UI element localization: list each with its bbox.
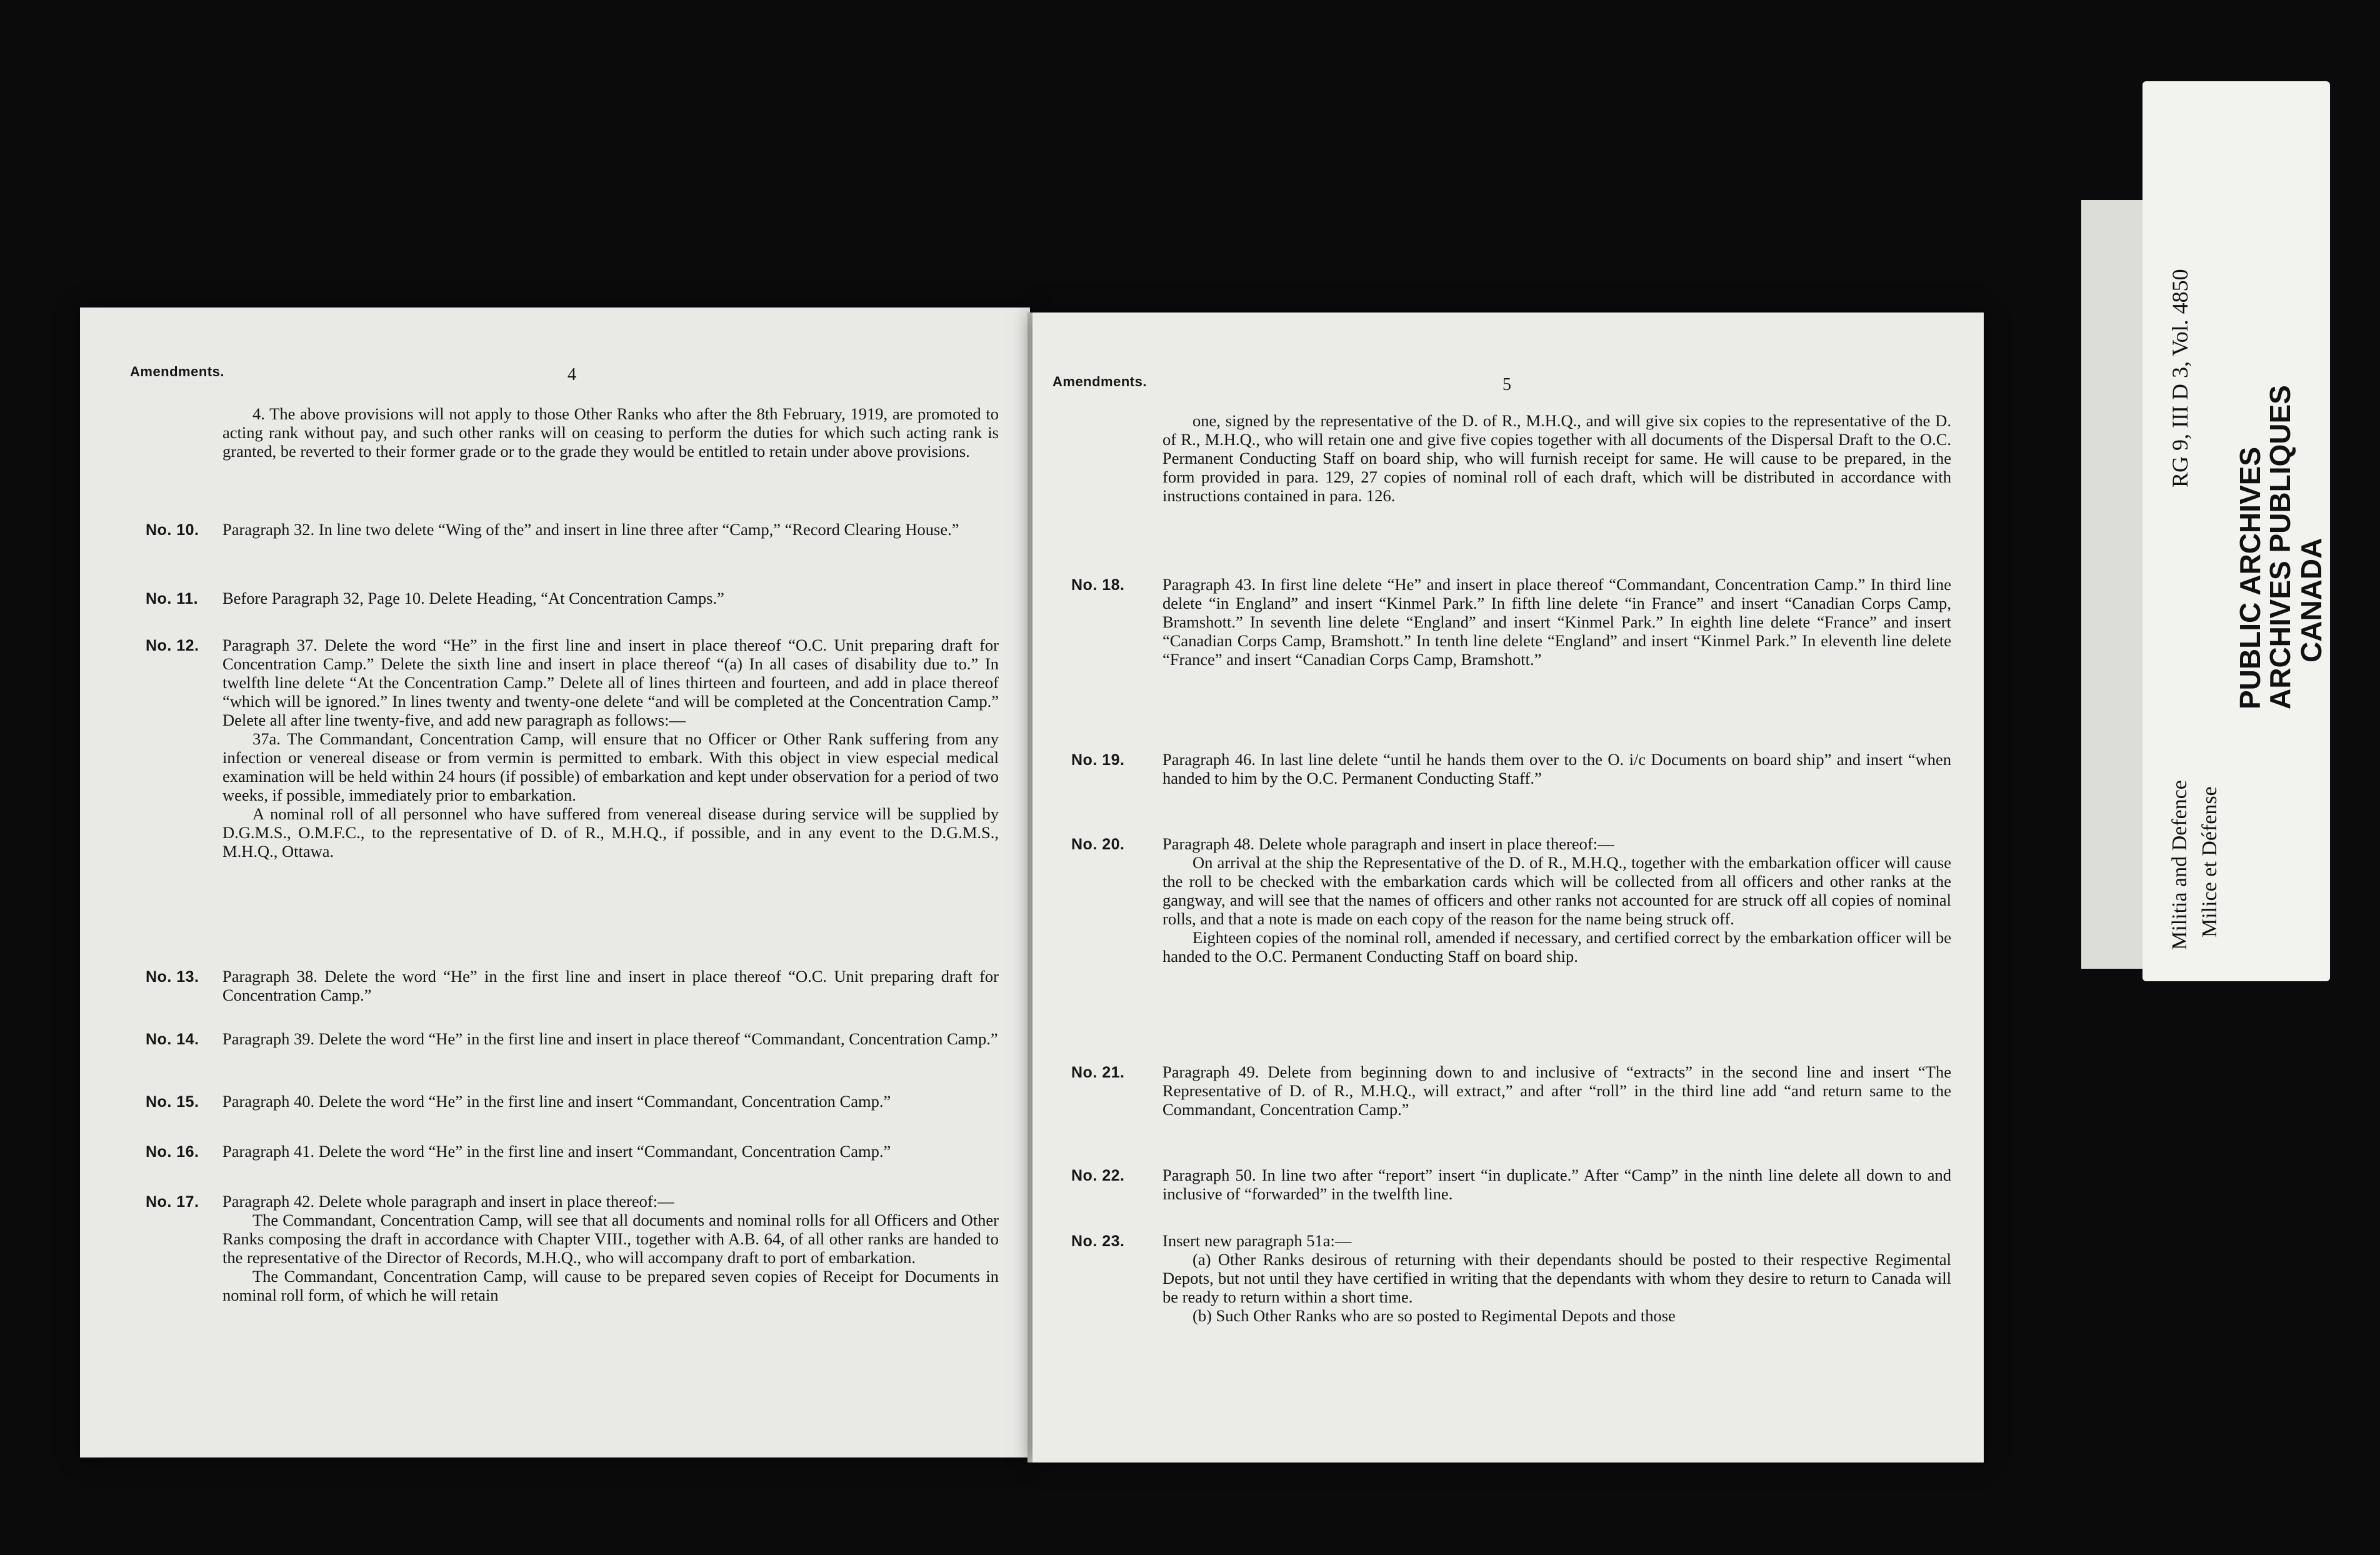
amendment-paragraph: Paragraph 43. In first line delete “He” and insert in place thereof “Commandant, Concentration Camp.” In third line delete “in England” and insert “Kinmel Park.” In fifth line delete “in France” and insert “Canadian Corps Camp, Bramshott.” In seventh line delete “England” and insert “Kinmel Park.” In eighth line delete “France” and insert “Canadian Corps Camp, Bramshott.” In tenth line delete “England” and insert “Kinmel Park.” In eleventh line delete “France” and insert “Canadian Corps Camp, Bramshott.” xyxy=(1162,575,1951,669)
amendment-number: No. 22. xyxy=(1071,1167,1125,1184)
right-running-head: Amendments. xyxy=(1052,374,1147,389)
amendment-number: No. 23. xyxy=(1071,1232,1125,1250)
amendment-number: No. 18. xyxy=(1071,576,1125,594)
amendment-text xyxy=(1162,1062,1951,1119)
amendment-paragraph: The Commandant, Concentration Camp, will cause to be prepared seven copies of Receipt for Documents in nominal roll form, of which he will retain xyxy=(222,1267,999,1304)
amendment-number: No. 16. xyxy=(146,1143,199,1161)
amendment-number: No. 13. xyxy=(146,968,199,986)
amendment-paragraph: Eighteen copies of the nominal roll, amended if necessary, and certified correct by the embarkation officer will be handed to the O.C. Permanent Conducting Staff on board ship. xyxy=(1162,928,1951,966)
amendment-paragraph: Paragraph 49. Delete from beginning down to and inclusive of “extracts” in the second line and insert “The Representative of D. of R., M.H.Q., will extract,” and after “roll” in the third line add “and return same to the Commandant, Concentration Camp.” xyxy=(1162,1062,1951,1119)
archive-label-card xyxy=(2142,81,2330,981)
archive-country: CANADA xyxy=(2295,538,2328,662)
amendment-paragraph: Before Paragraph 32, Page 10. Delete Heading, “At Concentration Camps.” xyxy=(222,589,724,608)
left-running-head: Amendments. xyxy=(130,364,224,379)
amendment-paragraph: (b) Such Other Ranks who are so posted to Regimental Depots and those xyxy=(1192,1306,1676,1325)
amendment-number: No. 17. xyxy=(146,1193,199,1211)
label-backing-strip xyxy=(2081,200,2150,969)
amendment-paragraph: Paragraph 41. Delete the word “He” in the first line and insert “Commandant, Concentration Camp.” xyxy=(222,1142,891,1161)
amendment-text xyxy=(222,520,999,539)
left-page xyxy=(80,308,1030,1458)
amendment-text xyxy=(222,967,999,1004)
amendment-paragraph: Paragraph 40. Delete the word “He” in the first line and insert “Commandant, Concentration Camp.” xyxy=(222,1092,891,1111)
amendment-text xyxy=(222,636,999,861)
archive-name-en: PUBLIC ARCHIVES xyxy=(2234,447,2266,709)
left-page-number: 4 xyxy=(568,365,576,384)
amendment-paragraph: Paragraph 48. Delete whole paragraph and insert in place thereof:— xyxy=(1162,834,1614,853)
archive-name-fr: ARCHIVES PUBLIQUES xyxy=(2264,385,2296,709)
right-page xyxy=(1032,312,1984,1462)
amendment-paragraph: (a) Other Ranks desirous of returning with their dependants should be posted to their respective Regimental Depots, but not until they have certified in writing that the dependants with whom they desire to return to Canada will be ready to return within a short time. xyxy=(1162,1250,1951,1306)
department-fr: Milice et Défense xyxy=(2198,786,2221,938)
amendment-paragraph: Paragraph 46. In last line delete “until he hands them over to the O. i/c Documents on board ship” and insert “when handed to him by the O.C. Permanent Conducting Staff.” xyxy=(1162,750,1951,788)
amendment-text xyxy=(1162,1166,1951,1203)
amendment-paragraph: one, signed by the representative of the D. of R., M.H.Q., and will give six copies to the representative of the D. of R., M.H.Q., who will retain one and give five copies together with all documents of the Dispersal Draft to the O.C. Permanent Conducting Staff on board ship, who will furnish receipt for same. He will cause to be prepared, in the form provided in para. 129, 27 copies of nominal roll of each draft, which will be distributed in accordance with instructions contained in para. 126. xyxy=(1162,411,1951,505)
amendment-text xyxy=(222,404,999,461)
amendment-paragraph: Paragraph 39. Delete the word “He” in the first line and insert in place thereof “Commandant, Concentration Camp.” xyxy=(222,1029,998,1048)
amendment-text xyxy=(222,1192,999,1304)
amendment-paragraph: Paragraph 50. In line two after “report” insert “in duplicate.” After “Camp” in the ninth line delete all down to and inclusive of “forwarded” in the twelfth line. xyxy=(1162,1166,1951,1203)
amendment-number: No. 12. xyxy=(146,637,199,654)
amendment-number: No. 20. xyxy=(1071,836,1125,853)
amendment-paragraph: Insert new paragraph 51a:— xyxy=(1162,1231,1352,1250)
amendment-paragraph: 37a. The Commandant, Concentration Camp, will ensure that no Officer or Other Rank suffering from any infection or venereal disease or from vermin is permitted to embark. With this object in view especial medical examination will be held within 24 hours (if possible) of embarkation and kept under observation for a period of two weeks, if possible, immediately prior to embarkation. xyxy=(222,729,999,804)
amendment-text xyxy=(222,1142,999,1161)
archive-reference: RG 9, III D 3, Vol. 4850 xyxy=(2168,269,2192,488)
amendment-number: No. 15. xyxy=(146,1093,199,1111)
right-page-number: 5 xyxy=(1502,375,1511,394)
amendment-number: No. 14. xyxy=(146,1031,199,1048)
amendment-text xyxy=(1162,575,1951,669)
amendment-paragraph: On arrival at the ship the Representative of the D. of R., M.H.Q., together with the embarkation officer will cause the roll to be checked with the embarkation cards which will be collected from all officers and other ranks at the gangway, and will see that the names of officers and other ranks not accounted for are struck off all copies of nominal rolls, and that a note is made on each copy of the reason for the name being struck off. xyxy=(1162,853,1951,928)
amendment-text xyxy=(1162,834,1951,966)
amendment-paragraph: A nominal roll of all personnel who have suffered from venereal disease during service will be supplied by D.G.M.S., O.M.F.C., to the representative of D. of R., M.H.Q., if possible, and in any event to the D.G.M.S., M.H.Q., Ottawa. xyxy=(222,804,999,861)
amendment-text xyxy=(1162,750,1951,788)
amendment-text xyxy=(222,1029,999,1048)
amendment-text xyxy=(222,1092,999,1111)
amendment-paragraph: The Commandant, Concentration Camp, will see that all documents and nominal rolls for all Officers and Other Ranks composing the draft in accordance with Chapter VIII., together with A.B. 64, of all other ranks are handed to the representative of the Director of Records, M.H.Q., who will accompany draft to port of embarkation. xyxy=(222,1211,999,1267)
amendment-number: No. 10. xyxy=(146,521,199,539)
amendment-number: No. 11. xyxy=(146,590,199,608)
amendment-paragraph: Paragraph 37. Delete the word “He” in the first line and insert in place thereof “O.C. Unit preparing draft for Concentration Camp.” Delete the sixth line and insert in place thereof “(a) In all cases of disability due to.” In twelfth line delete “At the Concentration Camp.” Delete all of lines thirteen and fourteen, and add in place thereof “which will be ignored.” In lines twenty and twenty-one delete “and will be completed at the Concentration Camp.” Delete all after line twenty-five, and add new paragraph as follows:— xyxy=(222,636,999,729)
amendment-text xyxy=(1162,411,1951,505)
amendment-text xyxy=(222,589,999,608)
amendment-text xyxy=(1162,1231,1951,1325)
amendment-number: No. 19. xyxy=(1071,751,1125,769)
amendment-number: No. 21. xyxy=(1071,1064,1125,1081)
amendment-paragraph: Paragraph 42. Delete whole paragraph and insert in place thereof:— xyxy=(222,1192,674,1211)
amendment-paragraph: Paragraph 32. In line two delete “Wing of the” and insert in line three after “Camp,” “Record Clearing House.” xyxy=(222,520,959,539)
amendment-paragraph: Paragraph 38. Delete the word “He” in the first line and insert in place thereof “O.C. Unit preparing draft for Concentration Camp.” xyxy=(222,967,999,1004)
department-en: Militia and Defence xyxy=(2168,780,2191,950)
amendment-paragraph: 4. The above provisions will not apply to those Other Ranks who after the 8th February, 1919, are promoted to acting rank without pay, and such other ranks will on ceasing to perform the duties for which such acting rank is granted, be reverted to their former grade or to the grade they would be entitled to retain under above provisions. xyxy=(222,404,999,461)
